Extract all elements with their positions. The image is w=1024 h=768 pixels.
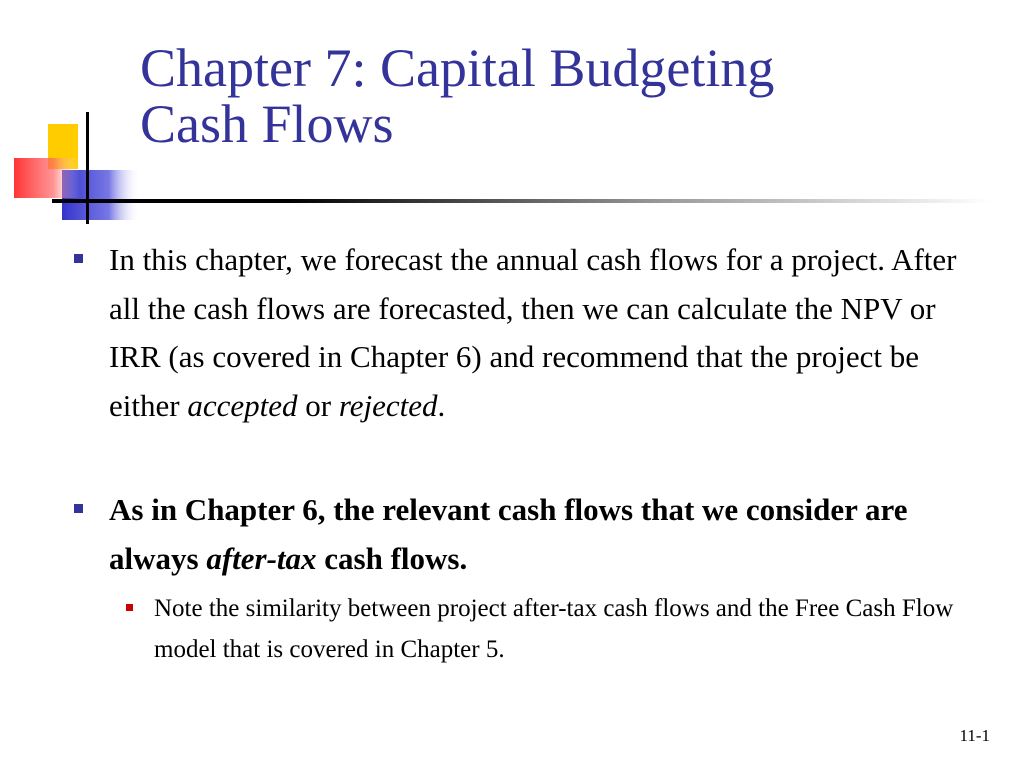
bullet-1-text-or: or — [297, 387, 339, 423]
logo-vertical-line — [86, 112, 89, 224]
slide-logo-graphic — [0, 0, 150, 240]
bullet-1-emphasis-accepted: accepted — [187, 387, 298, 423]
bullet-2-text-end: cash flows. — [316, 540, 468, 576]
bullet-1-text: In this chapter, we forecast the annual cash flows for a project. After all the cash flows are forecasted, then we can calculate the NPV or IRR (as covered in Chapter 6) and recommend that the project be either — [109, 242, 957, 423]
bullet-text-1 — [109, 236, 989, 430]
logo-red-square — [14, 158, 80, 198]
page-number: 11-1 — [959, 726, 990, 745]
slide-title — [140, 40, 1000, 152]
bullet-2-text: As in Chapter 6, the relevant cash flows that we consider are always — [109, 492, 908, 576]
square-bullet-icon — [74, 504, 83, 513]
title-underline-rule — [52, 199, 992, 203]
sub-bullet-text: Note the similarity between project after-tax cash flows and the Free Cash Flow model that is covered in Chapter 5. — [154, 595, 954, 663]
bullet-1-emphasis-rejected: rejected — [338, 387, 438, 423]
red-square-bullet-icon — [126, 604, 133, 611]
square-bullet-icon — [74, 254, 83, 263]
bullet-1-period: . — [437, 387, 446, 423]
title-line-2: Cash Flows — [140, 94, 394, 154]
bullet-2-emphasis-after-tax: after-tax — [206, 540, 317, 576]
bullet-text-2 — [109, 486, 989, 583]
title-line-1: Chapter 7: Capital Budgeting — [140, 38, 775, 98]
